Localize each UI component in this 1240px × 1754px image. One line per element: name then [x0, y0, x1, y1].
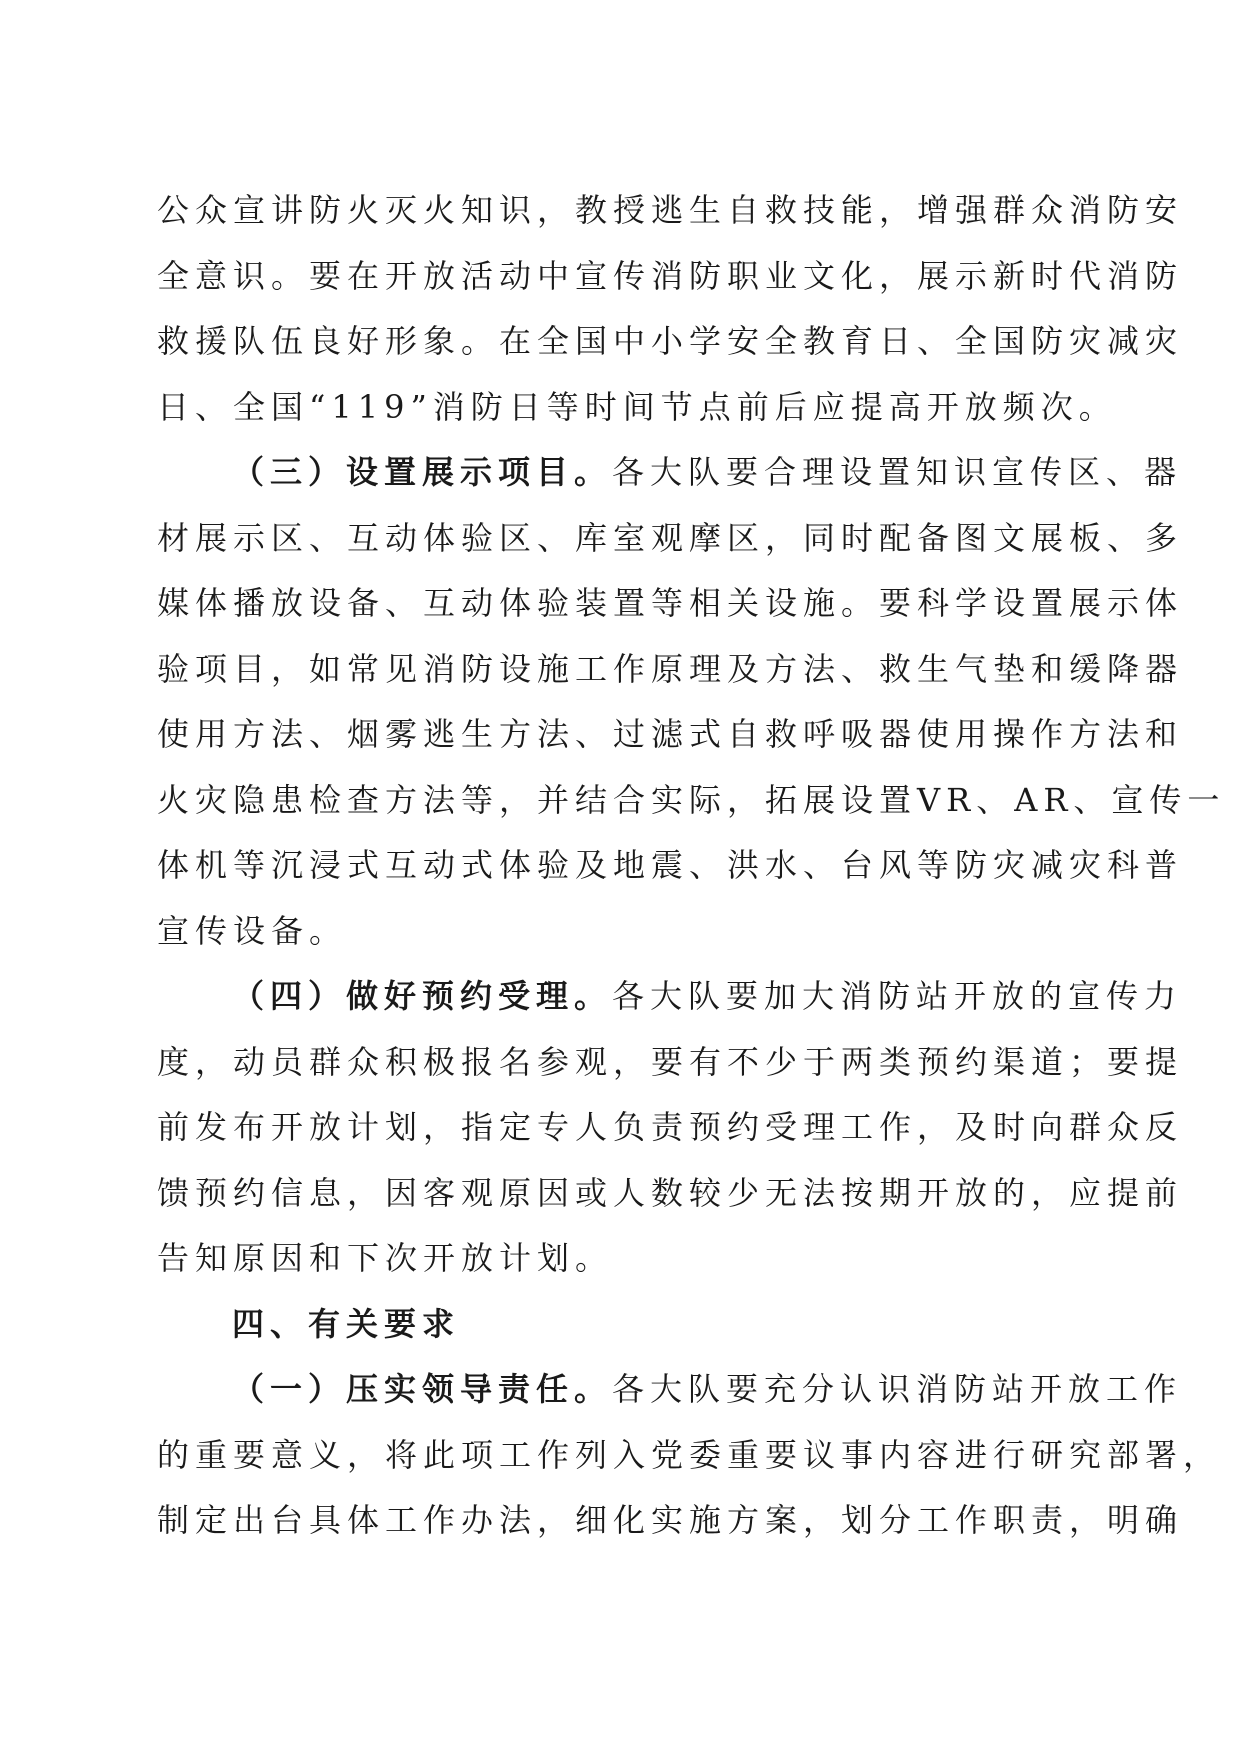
- paragraph-line: 公众宣讲防火灭火知识，教授逃生自救技能，增强群众消防安: [157, 191, 1184, 229]
- paragraph-line: 度，动员群众积极报名参观，要有不少于两类预约渠道；要提: [157, 1042, 1184, 1081]
- document-body: [157, 178, 1226, 1554]
- paragraph-line: 前发布开放计划，指定专人负责预约受理工作，及时向群众反: [157, 1108, 1184, 1146]
- paragraph-line: 全意识。要在开放活动中宣传消防职业文化，展示新时代消防: [157, 256, 1184, 295]
- section-heading-line: [157, 964, 1183, 1030]
- paragraph-line: 救援队伍良好形象。在全国中小学安全教育日、全国防灾减灾: [157, 322, 1184, 360]
- paragraph-line: 制定出台具体工作办法，细化实施方案，划分工作职责，明确: [157, 1501, 1184, 1539]
- section-heading-1: （一）压实领导责任。: [232, 1370, 613, 1408]
- paragraph-line: 日、全国“119”消防日等时间节点前后应提高开放频次。: [157, 387, 1117, 426]
- paragraph-line: 体机等沉浸式互动式体验及地震、洪水、台风等防灾减灾科普: [157, 846, 1184, 884]
- paragraph-line: 宣传设备。: [157, 911, 348, 950]
- section-heading-3: （三）设置展示项目。: [232, 453, 613, 491]
- section-heading-line: [157, 440, 1183, 506]
- chapter-heading-requirements: 四、有关要求: [232, 1304, 461, 1343]
- paragraph-text: 各大队要合理设置知识宣传区、器: [612, 453, 1183, 491]
- paragraph-text: 各大队要加大消防站开放的宣传力: [612, 977, 1183, 1015]
- paragraph-line: 使用方法、烟雾逃生方法、过滤式自救呼吸器使用操作方法和: [157, 715, 1184, 753]
- paragraph-line: 媒体播放设备、互动体验装置等相关设施。要科学设置展示体: [157, 584, 1184, 622]
- paragraph-text: 各大队要充分认识消防站开放工作: [612, 1370, 1183, 1408]
- paragraph-line: 的重要意义，将此项工作列入党委重要议事内容进行研究部署，: [157, 1435, 1222, 1474]
- paragraph-line: 材展示区、互动体验区、库室观摩区，同时配备图文展板、多: [157, 518, 1184, 557]
- paragraph-line: 告知原因和下次开放计划。: [157, 1239, 614, 1277]
- chapter-heading-line: [157, 1292, 1077, 1358]
- paragraph-line: 馈预约信息，因客观原因或人数较少无法按期开放的，应提前: [157, 1173, 1184, 1212]
- section-heading-4: （四）做好预约受理。: [232, 977, 613, 1015]
- paragraph-line: 火灾隐患检查方法等，并结合实际，拓展设置VR、AR、宣传一: [157, 780, 1226, 819]
- paragraph-line: 验项目，如常见消防设施工作原理及方法、救生气垫和缓降器: [157, 649, 1184, 688]
- section-heading-line: [157, 1357, 1183, 1423]
